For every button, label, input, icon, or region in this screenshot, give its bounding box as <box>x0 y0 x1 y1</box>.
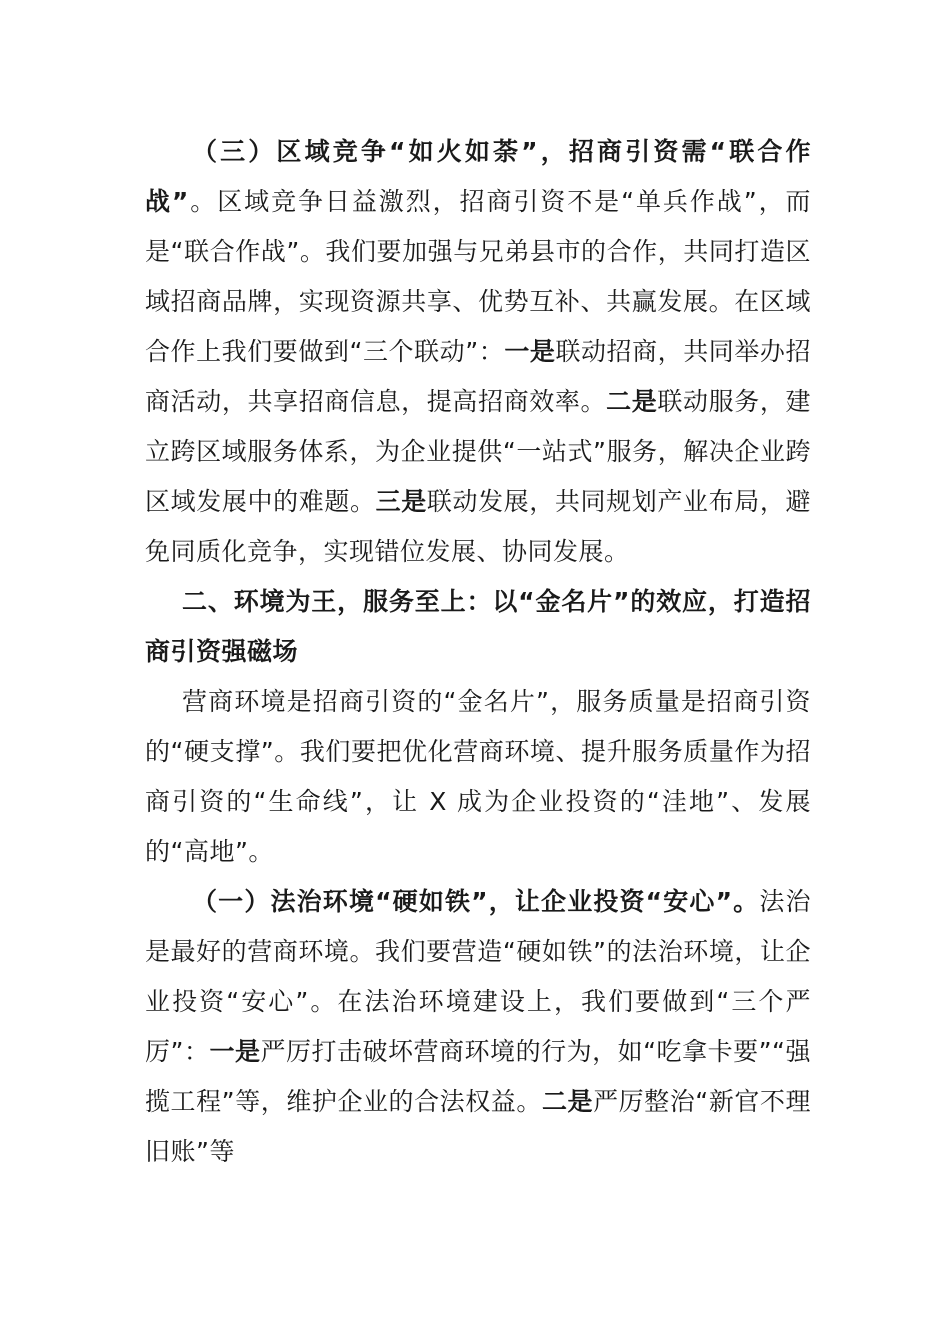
paragraph-regional-competition <box>145 127 811 577</box>
paragraph-text: 联动发展，共同规划产业布局，避免同质化竞争，实现错位发展、协同发展。 <box>145 487 811 566</box>
enumerator-first: 一是 <box>209 1037 261 1066</box>
subheading-legal-environment: （一）法治环境“硬如铁”，让企业投资“安心”。 <box>192 887 760 916</box>
paragraph-business-environment: 营商环境是招商引资的“金名片”，服务质量是招商引资的“硬支撑”。我们要把优化营商环境、提升服务质量作为招商引资的“生命线”，让 X 成为企业投资的“洼地”、发展的“高地”。 <box>145 687 811 866</box>
paragraph-text: 严厉整治“新官不理旧账”等 <box>145 1087 812 1166</box>
enumerator-second: 二是 <box>606 387 658 416</box>
paragraph-text: 联动服务，建立跨区域服务体系，为企业提供“一站式”服务，解决企业跨区域发展中的难题。 <box>145 387 811 516</box>
paragraph-text: 。区域竞争日益激烈，招商引资不是“单兵作战”，而是“联合作战”。我们要加强与兄弟县市的合作，共同打造区域招商品牌，实现资源共享、优势互补、共赢发展。在区域合作上我们要做到“三个联动”： <box>145 187 811 366</box>
subheading-regional-competition: （三）区域竞争“如火如荼”，招商引资需“联合作战” <box>145 137 811 216</box>
enumerator-first: 一是 <box>504 337 556 366</box>
document-page <box>145 127 811 1177</box>
paragraph-text: 联动招商，共同举办招商活动，共享招商信息，提高招商效率。 <box>145 337 811 416</box>
enumerator-second: 二是 <box>541 1087 594 1116</box>
section-heading-environment: 二、环境为王，服务至上：以“金名片”的效应，打造招商引资强磁场 <box>145 587 811 666</box>
paragraph-text: 严厉打击破坏营商环境的行为，如“吃拿卡要”“强揽工程”等，维护企业的合法权益。 <box>145 1037 811 1116</box>
paragraph-text: 法治是最好的营商环境。我们要营造“硬如铁”的法治环境，让企业投资“安心”。在法治环境建设上，我们要做到“三个严厉”： <box>145 887 811 1066</box>
enumerator-third: 三是 <box>375 487 427 516</box>
paragraph-legal-environment <box>145 877 811 1177</box>
